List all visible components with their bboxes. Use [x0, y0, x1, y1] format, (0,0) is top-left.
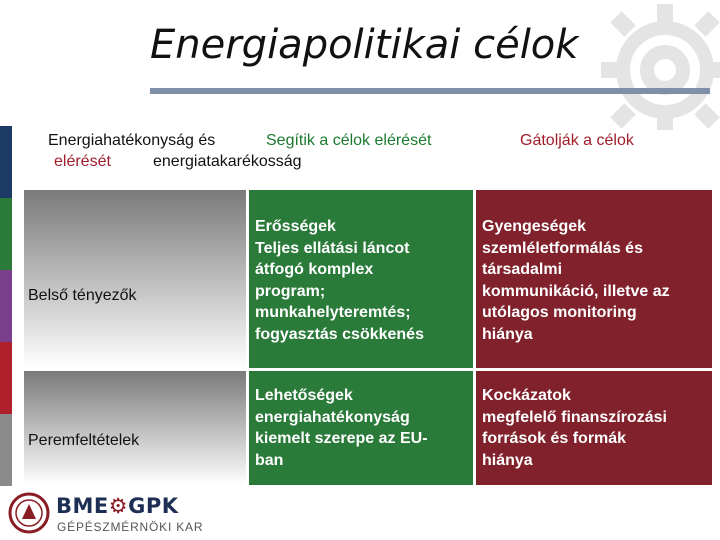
color-strip	[0, 126, 12, 486]
cell-line: hiánya	[482, 325, 533, 343]
cell-line: Teljes ellátási láncot	[255, 239, 410, 257]
university-seal-icon	[8, 492, 50, 534]
cell-line: Lehetőségek	[255, 387, 353, 404]
logo-gear-icon: ⚙	[108, 494, 129, 518]
title-underline	[150, 88, 710, 94]
swot-opportunities-cell	[249, 371, 473, 485]
cell-line: fogyasztás csökkenés	[255, 325, 424, 343]
cell-line: ban	[255, 451, 284, 469]
cell-line: kiemelt szerepe az EU-	[255, 430, 428, 447]
swot-threats-cell	[476, 371, 712, 485]
cell-line: kommunikáció, illetve az	[482, 282, 670, 300]
header-hinder-goals: Gátolják a célok	[520, 132, 634, 149]
header-help-goals: Segítik a célok elérését	[266, 132, 432, 149]
logo-gpk-text: GPK	[128, 494, 179, 518]
row-label-internal	[24, 190, 246, 368]
row-label-internal-text: Belső tényezők	[28, 287, 137, 304]
header-efficiency-line2-red: elérését	[54, 153, 111, 170]
slide-title: Energiapolitikai célok	[150, 22, 579, 68]
logo-bme-text: BME	[56, 494, 109, 518]
row-label-external-text: Peremfeltételek	[28, 432, 140, 449]
row-label-external	[24, 371, 246, 485]
cell-line: program;	[255, 282, 326, 300]
logo-subtitle: GÉPÉSZMÉRNÖKI KAR	[57, 520, 204, 534]
cell-line: Gyengeségek	[482, 218, 587, 235]
cell-line: munkahelyteremtés;	[255, 304, 411, 321]
header-efficiency: Energiahatékonyság és	[48, 132, 216, 149]
header-efficiency-line2: energiatakarékosság	[153, 153, 302, 170]
cell-line: átfogó komplex	[255, 261, 374, 278]
logo-wordmark	[56, 494, 178, 518]
bme-gpk-logo	[8, 490, 208, 538]
swot-strengths-cell	[249, 190, 473, 368]
gear-watermark-icon	[575, 0, 720, 130]
cell-line: Kockázatok	[482, 387, 571, 404]
cell-line: szemléletformálás és	[482, 239, 643, 257]
cell-line: hiánya	[482, 451, 533, 469]
swot-weaknesses-cell	[476, 190, 712, 368]
cell-line: Erősségek	[255, 218, 336, 235]
cell-line: források és formák	[482, 430, 627, 447]
cell-line: társadalmi	[482, 261, 563, 278]
cell-line: utólagos monitoring	[482, 304, 637, 321]
cell-line: megfelelő finanszírozási	[482, 408, 667, 426]
cell-line: energiahatékonyság	[255, 408, 410, 426]
